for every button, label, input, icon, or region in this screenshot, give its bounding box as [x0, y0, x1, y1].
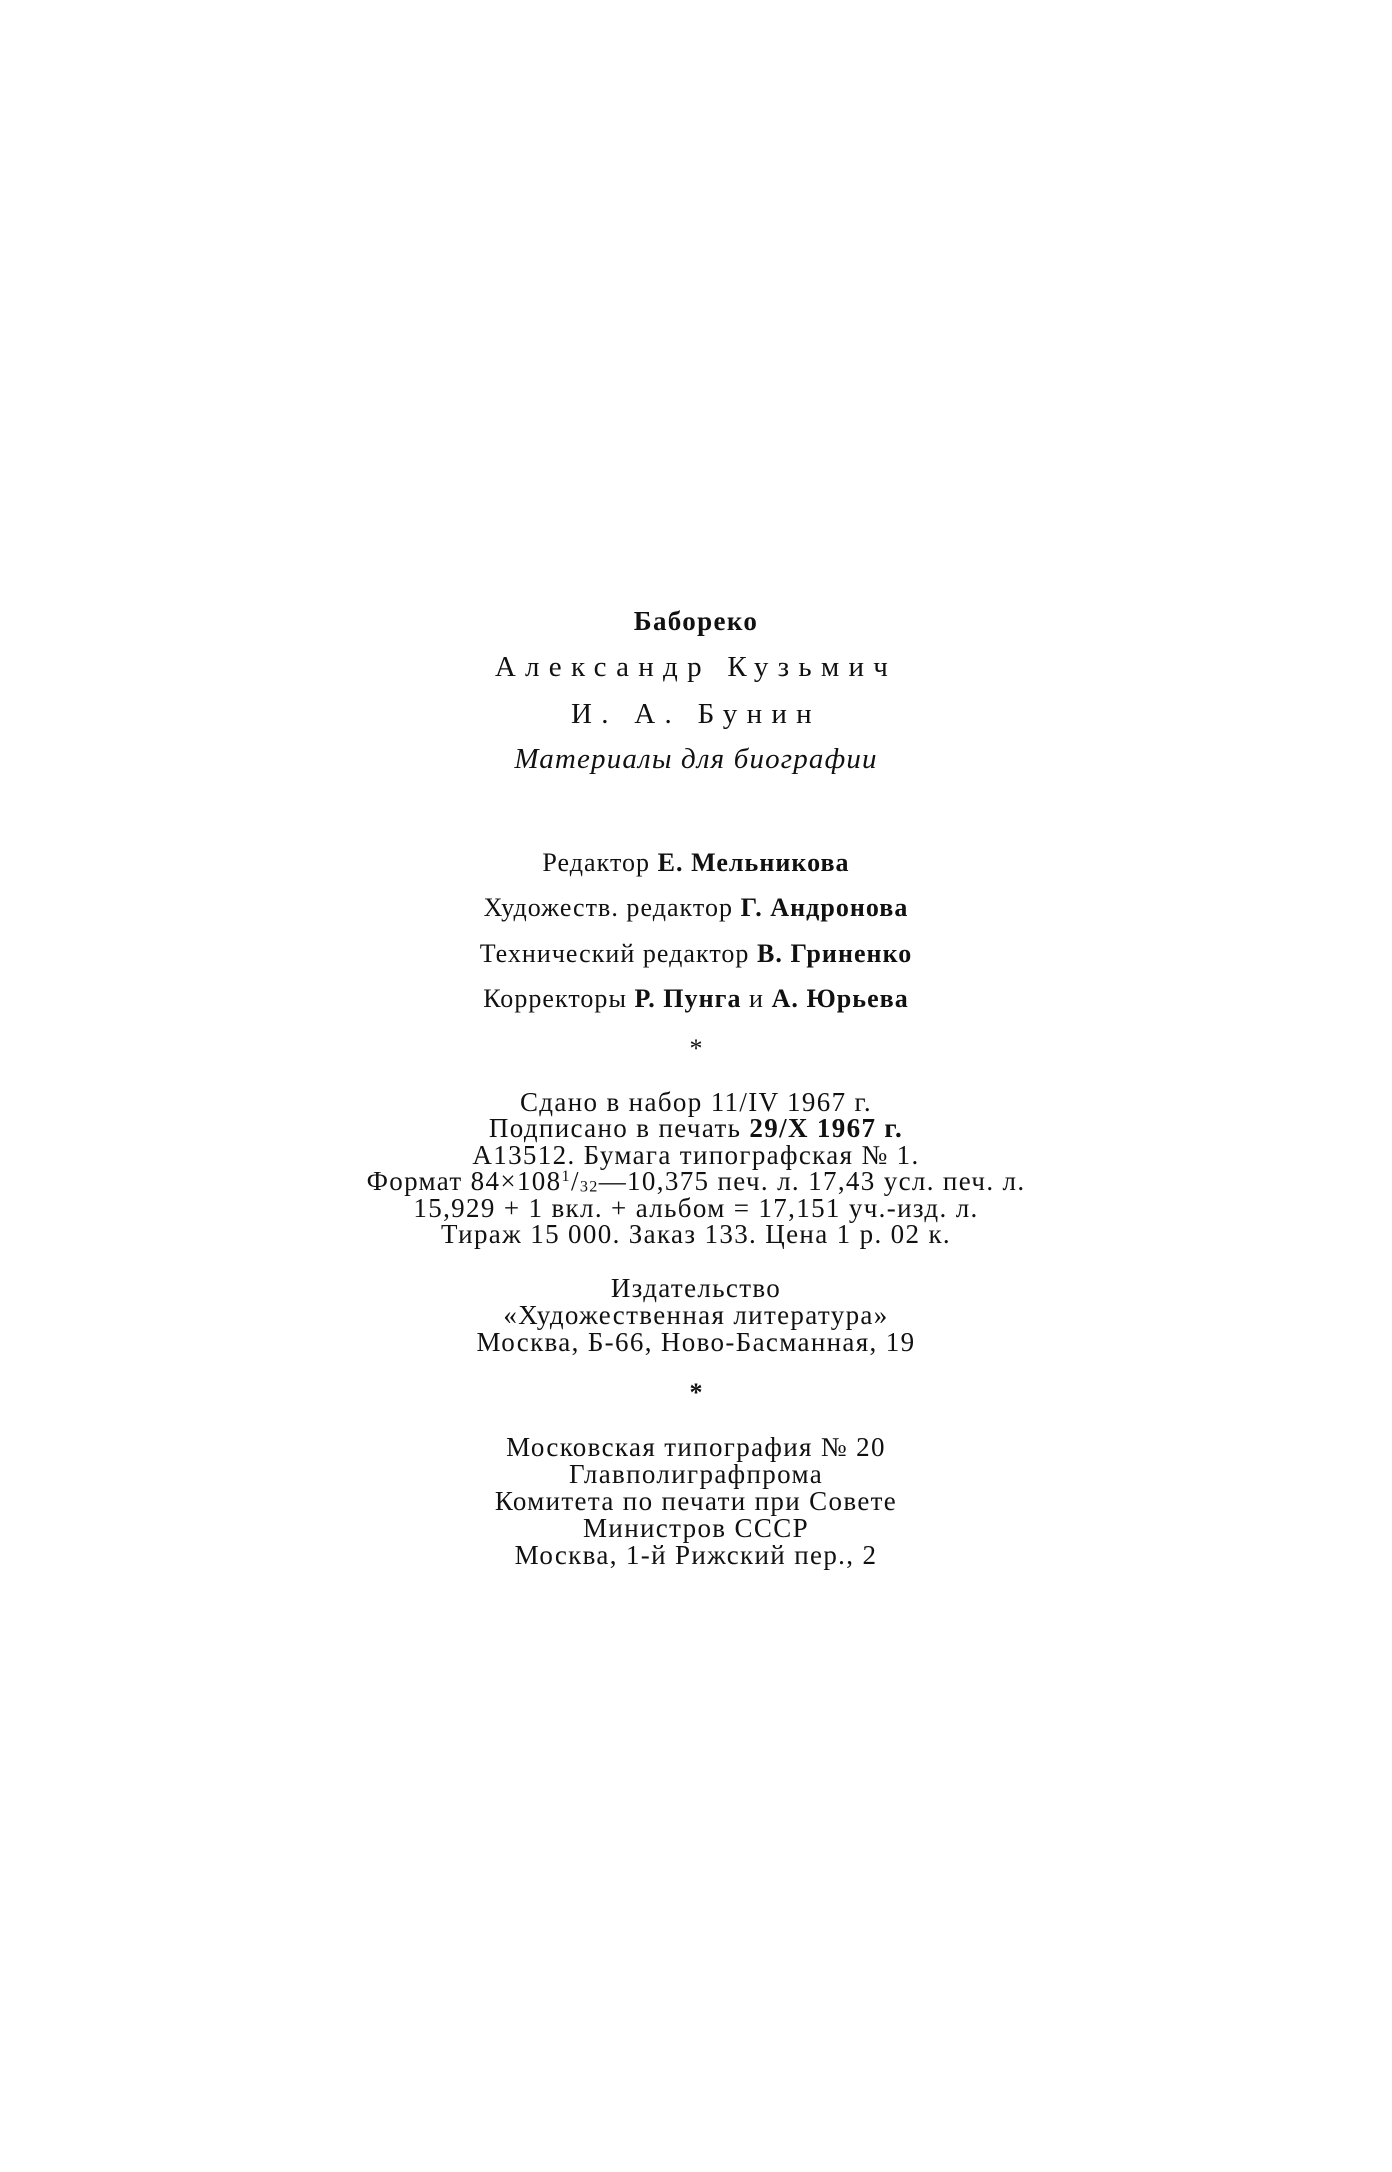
- book-subtitle: Материалы для биографии: [514, 743, 878, 775]
- print-line-5: 15,929 + 1 вкл. + альбом = 17,151 уч.-изд. л.: [413, 1193, 979, 1223]
- book-title: И. А. Бунин: [571, 698, 821, 730]
- print-format-frac-den: 32: [579, 1177, 599, 1196]
- printer-line-1: Московская типография № 20: [506, 1432, 886, 1462]
- credit-proofreaders: [0, 986, 1392, 1012]
- author-surname: Бабореко: [633, 606, 759, 636]
- credit-tech-editor: [0, 941, 1392, 967]
- printer-line-3: Комитета по печати при Совете: [494, 1486, 898, 1516]
- credit-art-editor: [0, 895, 1392, 921]
- print-line-6: Тираж 15 000. Заказ 133. Цена 1 р. 02 к.: [440, 1219, 952, 1249]
- printer-line-2: Главполиграфпрома: [568, 1459, 824, 1489]
- publisher-line-1: Издательство: [610, 1273, 782, 1303]
- tech-editor-name: В. Гриненко: [757, 939, 913, 968]
- print-line-1: Сдано в набор 11/IV 1967 г.: [519, 1087, 873, 1117]
- print-format-prefix: Формат 84×108: [366, 1166, 562, 1196]
- print-line-2-date: 29/X 1967 г.: [749, 1113, 904, 1143]
- print-format-frac-num: 1: [561, 1167, 571, 1186]
- tech-editor-role: Технический редактор: [479, 939, 750, 968]
- proofreaders-role: Корректоры: [483, 984, 627, 1013]
- separator-star-1: *: [689, 1034, 703, 1063]
- editor-role: Редактор: [542, 848, 651, 877]
- art-editor-name: Г. Андронова: [740, 893, 909, 922]
- proofreader-1: Р. Пунга: [634, 984, 742, 1013]
- credit-editor: [0, 850, 1392, 876]
- printer-line-5: Москва, 1-й Рижский пер., 2: [514, 1540, 878, 1570]
- print-line-2-prefix: Подписано в печать: [488, 1113, 742, 1143]
- art-editor-role: Художеств. редактор: [483, 893, 734, 922]
- print-line-4: Формат $84\times 108^1/32—10,375$ печ. л. 17,43 усл. печ. л.: [366, 1166, 1026, 1196]
- print-format-suffix: —10,375 печ. л. 17,43 усл. печ. л.: [598, 1166, 1026, 1196]
- printer-line-4: Министров СССР: [583, 1513, 809, 1543]
- proofreaders-and: и: [749, 984, 765, 1013]
- print-line-3: А13512. Бумага типографская № 1.: [472, 1140, 920, 1170]
- separator-star-2: *: [689, 1378, 703, 1407]
- editor-name: Е. Мельникова: [657, 848, 850, 877]
- publisher-line-2: «Художественная литература»: [503, 1300, 889, 1330]
- publisher-line-3: Москва, Б-66, Ново-Басманная, 19: [476, 1327, 916, 1357]
- print-line-2: [0, 1115, 1392, 1142]
- proofreader-2: А. Юрьева: [771, 984, 909, 1013]
- author-name: Александр Кузьмич: [494, 651, 898, 683]
